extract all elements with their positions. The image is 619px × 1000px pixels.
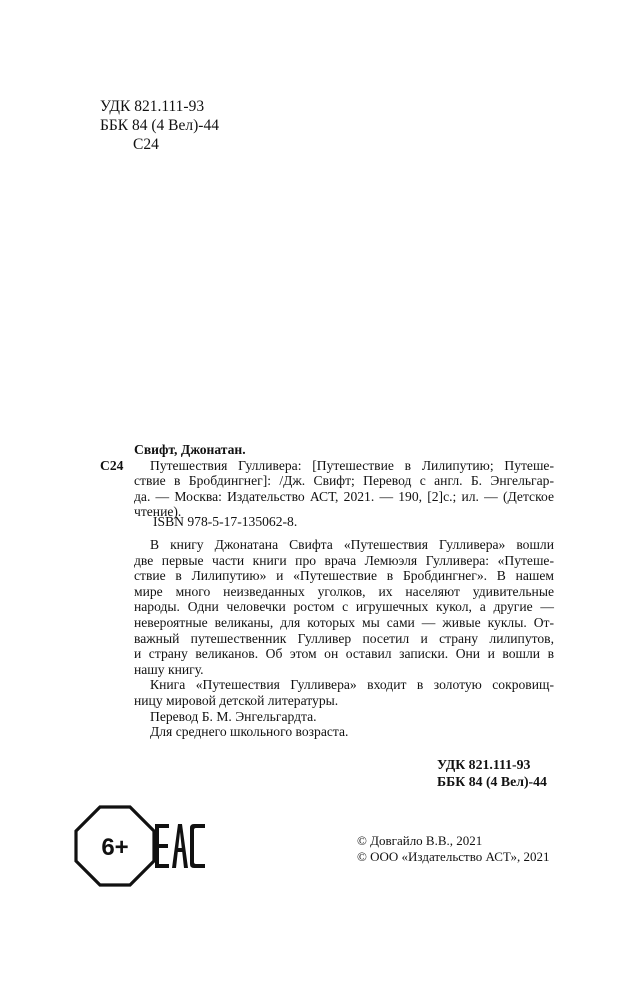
annotation-line: ствие в Лилипутию» и «Путешествие в Бробдингнег». В нашем bbox=[134, 568, 554, 584]
footer-bbk-code: ББК 84 (4 Вел)-44 bbox=[437, 774, 547, 789]
footer-udk-code: УДК 821.111-93 bbox=[437, 757, 531, 772]
udk-code: УДК 821.111-93 bbox=[100, 98, 205, 115]
isbn: ISBN 978-5-17-135062-8. bbox=[153, 514, 298, 529]
annotation-line: ницу мировой детской литературы. bbox=[134, 692, 339, 708]
annotation-line: В книгу Джонатана Свифта «Путешествия Гулливера» вошли bbox=[150, 537, 554, 552]
header-classification-codes bbox=[100, 97, 219, 154]
annotation bbox=[134, 537, 554, 740]
bibliographic-description bbox=[134, 458, 554, 520]
footer-classification-codes bbox=[437, 756, 547, 790]
eac-conformity-icon bbox=[154, 820, 206, 872]
age-rating-octagon-icon bbox=[72, 803, 158, 889]
translator-line: Перевод Б. М. Энгельгардта. bbox=[150, 708, 317, 724]
age-rating-badge bbox=[72, 803, 158, 889]
annotation-line: и страну великанов. Об этом он оставил записки. Они и вошли в bbox=[134, 646, 554, 662]
annotation-line: две первые части книги про врача Лемюэля Гулливера: «Путеше- bbox=[134, 552, 554, 568]
copyright-publisher: © ООО «Издательство АСТ», 2021 bbox=[357, 848, 550, 864]
bbk-code: ББК 84 (4 Вел)-44 bbox=[100, 117, 219, 134]
annotation-line: народы. Одни человечки ростом с игрушечных кукол, а другие — bbox=[134, 599, 554, 615]
annotation-line: нашу книгу. bbox=[134, 661, 204, 677]
eac-mark bbox=[154, 820, 206, 872]
age-rating-text: 6+ bbox=[101, 834, 129, 861]
description-line: да. — Москва: Издательство АСТ, 2021. — 190, [2]с.; ил. — (Детское bbox=[134, 488, 554, 504]
cutter-code: С24 bbox=[133, 136, 159, 153]
entry-cutter-code: С24 bbox=[100, 457, 124, 473]
copyright-author: © Довгайло В.В., 2021 bbox=[357, 833, 483, 848]
age-audience-line: Для среднего школьного возраста. bbox=[150, 724, 349, 740]
annotation-line: важный путешественник Гулливер посетил и страну лилипутов, bbox=[134, 630, 554, 646]
description-line: Путешествия Гулливера: [Путешествие в Лилипутию; Путеше- bbox=[150, 457, 554, 473]
annotation-line: мире много неизведанных уголков, их населяют удивительные bbox=[134, 583, 554, 599]
copyright-block bbox=[357, 833, 550, 864]
description-line: чтение). bbox=[134, 504, 182, 520]
annotation-line: невероятные великаны, для которых мы сами — живые куклы. От- bbox=[134, 614, 554, 630]
annotation-line: Книга «Путешествия Гулливера» входит в золотую сокровищ- bbox=[150, 677, 554, 693]
author-name: Свифт, Джонатан. bbox=[134, 442, 246, 457]
description-line: ствие в Бробдингнег]: /Дж. Свифт; Перевод с англ. Б. Энгельгар- bbox=[134, 473, 554, 489]
